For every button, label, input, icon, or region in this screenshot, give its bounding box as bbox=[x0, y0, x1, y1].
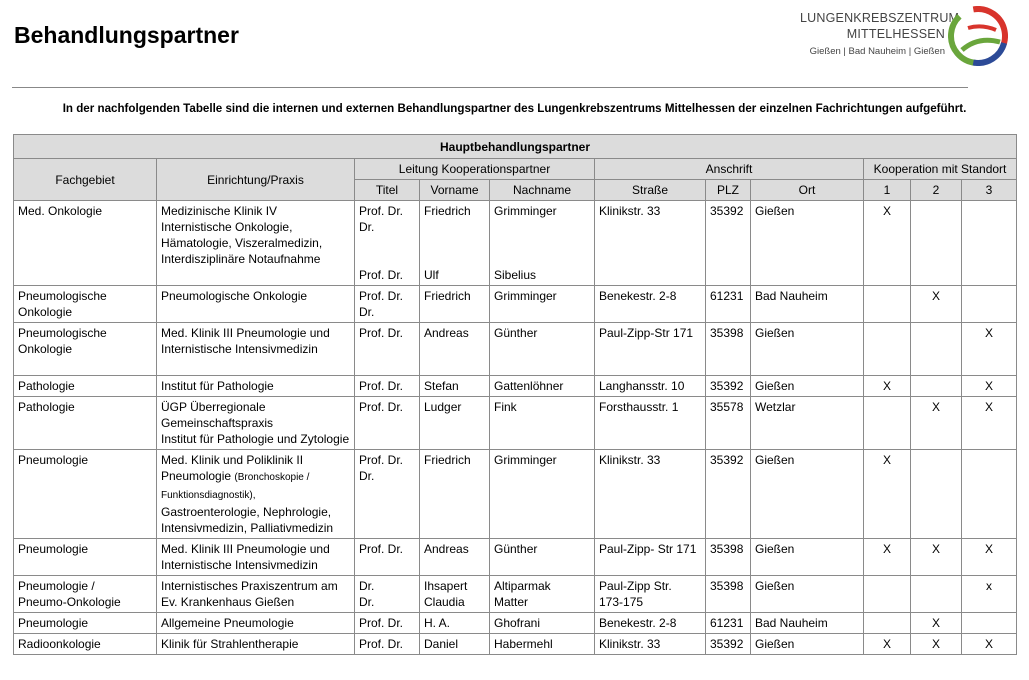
cell-plz bbox=[706, 397, 751, 450]
einrichtung-text: Gastroenterologie, Nephrologie, bbox=[161, 505, 332, 519]
header-strasse: Straße bbox=[595, 180, 706, 201]
header-leitung: Leitung Kooperationspartner bbox=[355, 159, 595, 180]
einrichtung-text: Internistisches Praxiszentrum am bbox=[161, 579, 338, 593]
cell-vorname bbox=[420, 323, 490, 376]
cell-fachgebiet bbox=[14, 286, 157, 323]
standort-3-mark: X bbox=[985, 400, 994, 414]
cell-ort bbox=[751, 201, 864, 286]
fachgebiet-text: Pneumologische bbox=[18, 289, 107, 303]
nachname-text: Grimminger bbox=[494, 453, 557, 467]
header-plz: PLZ bbox=[706, 180, 751, 201]
header-ort: Ort bbox=[751, 180, 864, 201]
cell-standort-2 bbox=[911, 613, 962, 634]
standort-3-mark: x bbox=[986, 579, 993, 593]
titel-text: Prof. Dr. bbox=[359, 326, 404, 340]
cell-standort-3 bbox=[962, 539, 1017, 576]
cell-plz bbox=[706, 450, 751, 539]
partners-table bbox=[13, 134, 1017, 655]
plz-text: 35392 bbox=[710, 204, 744, 218]
nachname-text: Ghofrani bbox=[494, 616, 541, 630]
cell-plz bbox=[706, 201, 751, 286]
vorname-text: Stefan bbox=[424, 379, 459, 393]
cell-einrichtung bbox=[157, 634, 355, 655]
standort-1-mark: X bbox=[882, 204, 891, 218]
fachgebiet-text: Pneumologie bbox=[18, 453, 89, 467]
fachgebiet-text: Pneumologie bbox=[18, 542, 89, 556]
table-row bbox=[14, 450, 1017, 539]
vorname-text: Ulf bbox=[424, 268, 439, 282]
cell-plz bbox=[706, 286, 751, 323]
cell-standort-3 bbox=[962, 201, 1017, 286]
ort-text: Gießen bbox=[755, 379, 795, 393]
cell-nachname bbox=[490, 397, 595, 450]
fachgebiet-text: Pneumo-Onkologie bbox=[18, 595, 121, 609]
table-row bbox=[14, 634, 1017, 655]
cell-standort-1 bbox=[864, 286, 911, 323]
cell-plz bbox=[706, 376, 751, 397]
titel-text: Dr. bbox=[359, 469, 375, 483]
cell-vorname bbox=[420, 397, 490, 450]
strasse-text: Klinikstr. 33 bbox=[599, 637, 661, 651]
cell-titel bbox=[355, 450, 420, 539]
cell-standort-3 bbox=[962, 376, 1017, 397]
nachname-text: Gattenlöhner bbox=[494, 379, 564, 393]
cell-standort-3 bbox=[962, 286, 1017, 323]
cell-nachname bbox=[490, 450, 595, 539]
cell-standort-1 bbox=[864, 450, 911, 539]
cell-plz bbox=[706, 539, 751, 576]
cell-standort-1 bbox=[864, 613, 911, 634]
cell-standort-2 bbox=[911, 323, 962, 376]
fachgebiet-text: Pneumologie / bbox=[18, 579, 95, 593]
cell-nachname bbox=[490, 323, 595, 376]
cell-titel bbox=[355, 613, 420, 634]
header-fachgebiet: Fachgebiet bbox=[14, 159, 157, 201]
logo-line-2: MITTELHESSEN bbox=[846, 27, 945, 41]
cell-nachname bbox=[490, 576, 595, 613]
cell-fachgebiet bbox=[14, 450, 157, 539]
cell-nachname bbox=[490, 634, 595, 655]
cell-strasse bbox=[595, 323, 706, 376]
standort-2-mark: X bbox=[931, 542, 940, 556]
vorname-text: Claudia bbox=[424, 595, 465, 609]
logo-text bbox=[800, 10, 960, 60]
cell-titel bbox=[355, 397, 420, 450]
table-row bbox=[14, 613, 1017, 634]
standort-1-mark: X bbox=[882, 379, 891, 393]
nachname-text: Fink bbox=[494, 400, 517, 414]
logo-line-3: Gießen | Bad Nauheim | Gießen bbox=[809, 46, 945, 57]
vorname-text: Andreas bbox=[424, 542, 469, 556]
strasse-text: Benekestr. 2-8 bbox=[599, 616, 677, 630]
nachname-text: Grimminger bbox=[494, 204, 557, 218]
cell-standort-1 bbox=[864, 539, 911, 576]
ort-text: Wetzlar bbox=[755, 400, 796, 414]
strasse-text: Paul-Zipp-Str 171 bbox=[599, 326, 694, 340]
cell-strasse bbox=[595, 539, 706, 576]
einrichtung-text: Institut für Pathologie bbox=[161, 379, 274, 393]
intro-text: In der nachfolgenden Tabelle sind die internen und externen Behandlungspartner des Lungenkrebszentrums Mittelhessen der einzelnen Fachrichtungen aufgeführt. bbox=[62, 102, 967, 115]
cell-titel bbox=[355, 323, 420, 376]
cell-einrichtung bbox=[157, 576, 355, 613]
cell-fachgebiet bbox=[14, 323, 157, 376]
cell-standort-3 bbox=[962, 576, 1017, 613]
einrichtung-text: Ev. Krankenhaus Gießen bbox=[161, 595, 295, 609]
cell-ort bbox=[751, 539, 864, 576]
cell-standort-1 bbox=[864, 376, 911, 397]
cell-ort bbox=[751, 323, 864, 376]
cell-standort-3 bbox=[962, 450, 1017, 539]
fachgebiet-text: Radioonkologie bbox=[18, 637, 101, 651]
header-standort-2: 2 bbox=[911, 180, 962, 201]
titel-text: Dr. bbox=[359, 595, 375, 609]
ort-text: Gießen bbox=[755, 453, 795, 467]
cell-standort-2 bbox=[911, 286, 962, 323]
cell-ort bbox=[751, 450, 864, 539]
header-standort-3: 3 bbox=[962, 180, 1017, 201]
cell-einrichtung bbox=[157, 539, 355, 576]
cell-vorname bbox=[420, 539, 490, 576]
nachname-text: Günther bbox=[494, 326, 538, 340]
einrichtung-text: Pneumologie bbox=[161, 469, 235, 483]
titel-text: Prof. Dr. bbox=[359, 542, 404, 556]
plz-text: 61231 bbox=[710, 289, 744, 303]
cell-strasse bbox=[595, 376, 706, 397]
cell-titel bbox=[355, 286, 420, 323]
cell-standort-2 bbox=[911, 576, 962, 613]
strasse-text: Forsthausstr. 1 bbox=[599, 400, 679, 414]
cell-titel bbox=[355, 201, 420, 286]
fachgebiet-text: Pneumologie bbox=[18, 616, 89, 630]
titel-text: Prof. Dr. bbox=[359, 616, 404, 630]
cell-plz bbox=[706, 323, 751, 376]
header-anschrift: Anschrift bbox=[595, 159, 864, 180]
einrichtung-text: Hämatologie, Viszeralmedizin, bbox=[161, 236, 323, 250]
table-row bbox=[14, 323, 1017, 376]
header-standort-1: 1 bbox=[864, 180, 911, 201]
strasse-text: Paul-Zipp Str. bbox=[599, 579, 672, 593]
cell-fachgebiet bbox=[14, 634, 157, 655]
standort-1-mark: X bbox=[882, 453, 891, 467]
header-kooperation: Kooperation mit Standort bbox=[864, 159, 1017, 180]
plz-text: 35392 bbox=[710, 379, 744, 393]
cell-fachgebiet bbox=[14, 376, 157, 397]
standort-3-mark: X bbox=[985, 379, 994, 393]
table-row bbox=[14, 376, 1017, 397]
cell-strasse bbox=[595, 201, 706, 286]
table-row bbox=[14, 539, 1017, 576]
cell-einrichtung bbox=[157, 376, 355, 397]
nachname-text: Altiparmak bbox=[494, 579, 551, 593]
strasse-text: Langhansstr. 10 bbox=[599, 379, 685, 393]
plz-text: 35398 bbox=[710, 579, 744, 593]
nachname-text: Günther bbox=[494, 542, 538, 556]
einrichtung-detail-text: Funktionsdiagnostik), bbox=[161, 490, 256, 501]
cell-standort-2 bbox=[911, 376, 962, 397]
einrichtung-text: Med. Klinik III Pneumologie und bbox=[161, 326, 330, 340]
cell-titel bbox=[355, 576, 420, 613]
cell-einrichtung bbox=[157, 397, 355, 450]
standort-2-mark: X bbox=[931, 616, 940, 630]
ort-text: Gießen bbox=[755, 579, 795, 593]
titel-text: Prof. Dr. bbox=[359, 379, 404, 393]
cell-einrichtung bbox=[157, 450, 355, 539]
cell-einrichtung bbox=[157, 323, 355, 376]
page-title: Behandlungspartner bbox=[14, 22, 239, 48]
einrichtung-text: Intensivmedizin, Palliativmedizin bbox=[161, 521, 334, 535]
titel-text: Dr. bbox=[359, 579, 375, 593]
fachgebiet-text: Med. Onkologie bbox=[18, 204, 103, 218]
standort-3-mark: X bbox=[985, 326, 994, 340]
table-row bbox=[14, 201, 1017, 286]
header-einrichtung: Einrichtung/Praxis bbox=[157, 159, 355, 201]
standort-3-mark: X bbox=[985, 542, 994, 556]
logo-line-1: LUNGENKREBSZENTRUM bbox=[800, 11, 960, 25]
cell-standort-1 bbox=[864, 323, 911, 376]
cell-fachgebiet bbox=[14, 576, 157, 613]
logo bbox=[800, 6, 1015, 68]
standort-2-mark: X bbox=[931, 637, 940, 651]
cell-ort bbox=[751, 613, 864, 634]
vorname-text: Daniel bbox=[424, 637, 459, 651]
vorname-text: H. A. bbox=[424, 616, 451, 630]
cell-plz bbox=[706, 576, 751, 613]
einrichtung-text: ÜGP Überregionale bbox=[161, 400, 266, 414]
fachgebiet-text: Pathologie bbox=[18, 400, 75, 414]
cell-standort-3 bbox=[962, 397, 1017, 450]
strasse-text: Klinikstr. 33 bbox=[599, 453, 661, 467]
cell-standort-1 bbox=[864, 201, 911, 286]
cell-standort-2 bbox=[911, 397, 962, 450]
fachgebiet-text: Onkologie bbox=[18, 305, 73, 319]
header-titel: Titel bbox=[355, 180, 420, 201]
cell-standort-1 bbox=[864, 576, 911, 613]
cell-standort-1 bbox=[864, 397, 911, 450]
cell-titel bbox=[355, 634, 420, 655]
plz-text: 61231 bbox=[710, 616, 744, 630]
standort-1-mark: X bbox=[882, 637, 891, 651]
cell-einrichtung bbox=[157, 286, 355, 323]
cell-standort-3 bbox=[962, 323, 1017, 376]
cell-strasse bbox=[595, 634, 706, 655]
einrichtung-detail-text: (Bronchoskopie / bbox=[234, 472, 310, 483]
plz-text: 35398 bbox=[710, 326, 744, 340]
ort-text: Gießen bbox=[755, 542, 795, 556]
cell-nachname bbox=[490, 613, 595, 634]
cell-vorname bbox=[420, 576, 490, 613]
cell-nachname bbox=[490, 201, 595, 286]
cell-einrichtung bbox=[157, 613, 355, 634]
cell-vorname bbox=[420, 376, 490, 397]
einrichtung-text: Medizinische Klinik IV bbox=[161, 204, 278, 218]
titel-text: Dr. bbox=[359, 305, 375, 319]
einrichtung-text: Gemeinschaftspraxis bbox=[161, 416, 274, 430]
cell-titel bbox=[355, 539, 420, 576]
vorname-text: Friedrich bbox=[424, 289, 471, 303]
einrichtung-text: Internistische Intensivmedizin bbox=[161, 342, 318, 356]
cell-fachgebiet bbox=[14, 397, 157, 450]
logo-mark-icon bbox=[948, 6, 1008, 66]
titel-text: Dr. bbox=[359, 220, 375, 234]
ort-text: Gießen bbox=[755, 326, 795, 340]
nachname-text: Sibelius bbox=[494, 268, 537, 282]
cell-ort bbox=[751, 286, 864, 323]
plz-text: 35392 bbox=[710, 453, 744, 467]
titel-text: Prof. Dr. bbox=[359, 204, 404, 218]
standort-1-mark: X bbox=[882, 542, 891, 556]
ort-text: Gießen bbox=[755, 637, 795, 651]
einrichtung-text: Allgemeine Pneumologie bbox=[161, 616, 294, 630]
fachgebiet-text: Onkologie bbox=[18, 342, 73, 356]
cell-nachname bbox=[490, 376, 595, 397]
header-vorname: Vorname bbox=[420, 180, 490, 201]
table-row bbox=[14, 397, 1017, 450]
cell-nachname bbox=[490, 286, 595, 323]
cell-ort bbox=[751, 576, 864, 613]
cell-ort bbox=[751, 634, 864, 655]
vorname-text: Ihsapert bbox=[424, 579, 468, 593]
fachgebiet-text: Pneumologische bbox=[18, 326, 107, 340]
cell-plz bbox=[706, 613, 751, 634]
einrichtung-text: Med. Klinik III Pneumologie und bbox=[161, 542, 330, 556]
fachgebiet-text: Pathologie bbox=[18, 379, 75, 393]
cell-vorname bbox=[420, 286, 490, 323]
strasse-text: 173-175 bbox=[599, 595, 644, 609]
cell-titel bbox=[355, 376, 420, 397]
table-row bbox=[14, 286, 1017, 323]
cell-standort-3 bbox=[962, 613, 1017, 634]
einrichtung-text: Pneumologische Onkologie bbox=[161, 289, 308, 303]
nachname-text: Habermehl bbox=[494, 637, 553, 651]
plz-text: 35398 bbox=[710, 542, 744, 556]
cell-standort-3 bbox=[962, 634, 1017, 655]
plz-text: 35392 bbox=[710, 637, 744, 651]
strasse-text: Paul-Zipp- Str 171 bbox=[599, 542, 697, 556]
cell-ort bbox=[751, 397, 864, 450]
titel-text: Prof. Dr. bbox=[359, 400, 404, 414]
cell-vorname bbox=[420, 201, 490, 286]
cell-standort-2 bbox=[911, 539, 962, 576]
cell-standort-2 bbox=[911, 634, 962, 655]
ort-text: Gießen bbox=[755, 204, 795, 218]
vorname-text: Andreas bbox=[424, 326, 469, 340]
vorname-text: Friedrich bbox=[424, 204, 471, 218]
header-divider bbox=[12, 87, 968, 88]
cell-nachname bbox=[490, 539, 595, 576]
plz-text: 35578 bbox=[710, 400, 744, 414]
ort-text: Bad Nauheim bbox=[755, 616, 828, 630]
cell-vorname bbox=[420, 634, 490, 655]
cell-strasse bbox=[595, 576, 706, 613]
nachname-text: Grimminger bbox=[494, 289, 557, 303]
einrichtung-text: Internistische Onkologie, bbox=[161, 220, 293, 234]
nachname-text: Matter bbox=[494, 595, 529, 609]
titel-text: Prof. Dr. bbox=[359, 289, 404, 303]
standort-2-mark: X bbox=[931, 400, 940, 414]
cell-strasse bbox=[595, 613, 706, 634]
cell-einrichtung bbox=[157, 201, 355, 286]
cell-standort-2 bbox=[911, 450, 962, 539]
table-body bbox=[14, 201, 1017, 655]
cell-vorname bbox=[420, 450, 490, 539]
cell-ort bbox=[751, 376, 864, 397]
table-title: Hauptbehandlungspartner bbox=[14, 135, 1017, 159]
standort-2-mark: X bbox=[931, 289, 940, 303]
cell-fachgebiet bbox=[14, 539, 157, 576]
cell-standort-2 bbox=[911, 201, 962, 286]
cell-vorname bbox=[420, 613, 490, 634]
einrichtung-text: Interdisziplinäre Notaufnahme bbox=[161, 252, 321, 266]
einrichtung-text: Klinik für Strahlentherapie bbox=[161, 637, 299, 651]
einrichtung-text: Med. Klinik und Poliklinik II bbox=[161, 453, 304, 467]
strasse-text: Klinikstr. 33 bbox=[599, 204, 661, 218]
einrichtung-text: Institut für Pathologie und Zytologie bbox=[161, 432, 350, 446]
titel-text: Prof. Dr. bbox=[359, 637, 404, 651]
cell-strasse bbox=[595, 450, 706, 539]
cell-strasse bbox=[595, 286, 706, 323]
cell-fachgebiet bbox=[14, 613, 157, 634]
cell-plz bbox=[706, 634, 751, 655]
standort-3-mark: X bbox=[985, 637, 994, 651]
vorname-text: Friedrich bbox=[424, 453, 471, 467]
cell-fachgebiet bbox=[14, 201, 157, 286]
titel-text: Prof. Dr. bbox=[359, 453, 404, 467]
einrichtung-text: Internistische Intensivmedizin bbox=[161, 558, 318, 572]
vorname-text: Ludger bbox=[424, 400, 462, 414]
table-row bbox=[14, 576, 1017, 613]
header-nachname: Nachname bbox=[490, 180, 595, 201]
cell-strasse bbox=[595, 397, 706, 450]
strasse-text: Benekestr. 2-8 bbox=[599, 289, 677, 303]
titel-text: Prof. Dr. bbox=[359, 268, 404, 282]
ort-text: Bad Nauheim bbox=[755, 289, 828, 303]
cell-standort-1 bbox=[864, 634, 911, 655]
